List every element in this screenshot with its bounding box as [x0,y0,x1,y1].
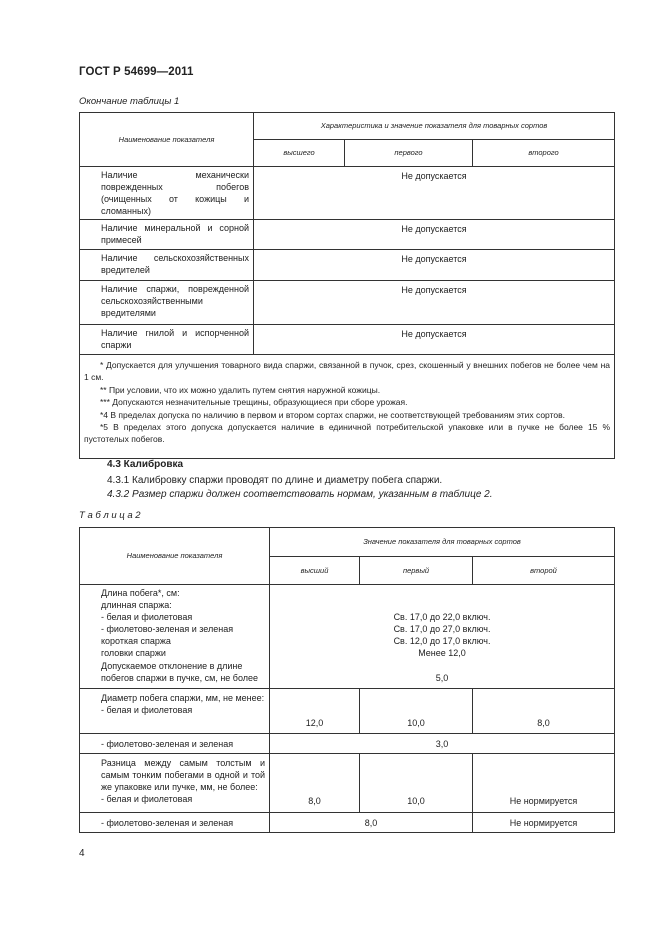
difference-label: Разница между самым толстым и самым тонким побегами в одной и той же упаковке или пучке, мм, не более: [101,758,265,792]
length-value: Св. 12,0 до 17,0 включ. [393,636,491,647]
length-names [80,585,270,689]
length-value: Менее 12,0 [418,648,466,659]
table1-row-name: Наличие гнилой и испорченной спаржи [80,325,254,355]
table1-grade-header: высшего [254,140,345,167]
diameter-sub-white: - белая и фиолетовая [101,705,193,715]
footnote: *5 В пределах этого допуска допускается наличие в единичной потребительской упаковке или в пучке не более 15 % пустотелых побегов. [84,422,611,445]
document-header: ГОСТ Р 54699—2011 [79,66,194,78]
difference-sub-white: - белая и фиолетовая [101,794,193,804]
length-value: Св. 17,0 до 22,0 включ. [393,612,491,623]
table1-grade-header: второго [473,140,615,167]
table1-row-name: Наличие сельскохозяйственных вредителей [80,250,254,281]
length-line: побегов спаржи в пучке, см, не более [101,672,259,683]
length-line: Допускаемое отклонение в длине [101,660,243,671]
difference-name [80,754,270,813]
length-line: Длина побега*, см: [101,588,180,598]
section-paragraph: 4.3.1 Калибровку спаржи проводят по длине и диаметру побега спаржи. [107,475,443,486]
footnote: *** Допускаются незначительные трещины, образующиеся при сборе урожая. [100,397,408,408]
table1-row-value: Не допускается [254,167,615,220]
diameter-white-first: 10,0 [360,689,473,734]
table1-row-name: Наличие минеральной и сорной примесей [80,220,254,250]
table1-caption: Окончание таблицы 1 [79,96,180,107]
footnote: *4 В пределах допуска по наличию в первом и втором сортах спаржи, не соответствующей требованиям этих сортов. [100,409,565,420]
table1-col-name-header: Наименование показателя [80,113,254,167]
diameter-sub-green: - фиолетово-зеленая и зеленая [80,734,270,754]
table2-grade-header: второй [473,557,615,585]
difference-green-second: Не нормируется [473,813,615,833]
length-line: - белая и фиолетовая [101,612,193,623]
length-value: Св. 17,0 до 27,0 включ. [393,624,491,635]
length-values [270,585,615,689]
length-line: длинная спаржа: [101,600,172,611]
diameter-label: Диаметр побега спаржи, мм, не менее: [101,693,265,703]
table1-row-name: Наличие спаржи, поврежденной сельскохозяйственными вредителями [80,281,254,325]
table2-group-header: Значение показателя для товарных сортов [270,528,615,557]
length-value [270,660,614,672]
length-value [270,587,614,599]
difference-sub-green: - фиолетово-зеленая и зеленая [80,813,270,833]
diameter-green-value: 3,0 [270,734,615,754]
footnote: ** При условии, что их можно удалить путем снятия наружной кожицы. [100,384,381,395]
table2 [79,527,615,833]
length-line: - фиолетово-зеленая и зеленая [101,624,234,635]
table1-grade-header: первого [345,140,473,167]
page-number: 4 [79,848,85,859]
length-line: головки спаржи [101,648,166,659]
table1-row-value: Не допускается [254,220,615,250]
table2-col-name-header: Наименование показателя [80,528,270,585]
table1-row-value: Не допускается [254,250,615,281]
difference-white-top: 8,0 [270,754,360,813]
table2-caption: Т а б л и ц а 2 [79,510,141,521]
table1-row-name: Наличие механически поврежденных побегов (очищенных от кожицы и сломанных) [80,167,254,220]
table1-row-value: Не допускается [254,281,615,325]
table1-group-header: Характеристика и значение показателя для товарных сортов [254,113,615,140]
table2-grade-header: высший [270,557,360,585]
table1-row-value: Не допускается [254,325,615,355]
diameter-white-second: 8,0 [473,689,615,734]
length-value: 5,0 [435,672,449,683]
length-value [270,599,614,611]
table1 [79,112,615,459]
difference-white-first: 10,0 [360,754,473,813]
diameter-white-top: 12,0 [270,689,360,734]
length-line: короткая спаржа [101,636,171,647]
section-title: 4.3 Калибровка [107,459,184,470]
table2-grade-header: первый [360,557,473,585]
section-paragraph: 4.3.2 Размер спаржи должен соответствовать нормам, указанным в таблице 2. [107,489,493,500]
difference-white-second: Не нормируется [473,754,615,813]
table1-footnotes [80,355,615,459]
footnote: * Допускается для улучшения товарного вида спаржи, связанной в пучок, срез, скошенный у внешних побегов не более чем на 1 см. [84,360,611,383]
diameter-name [80,689,270,734]
difference-green-value: 8,0 [270,813,473,833]
